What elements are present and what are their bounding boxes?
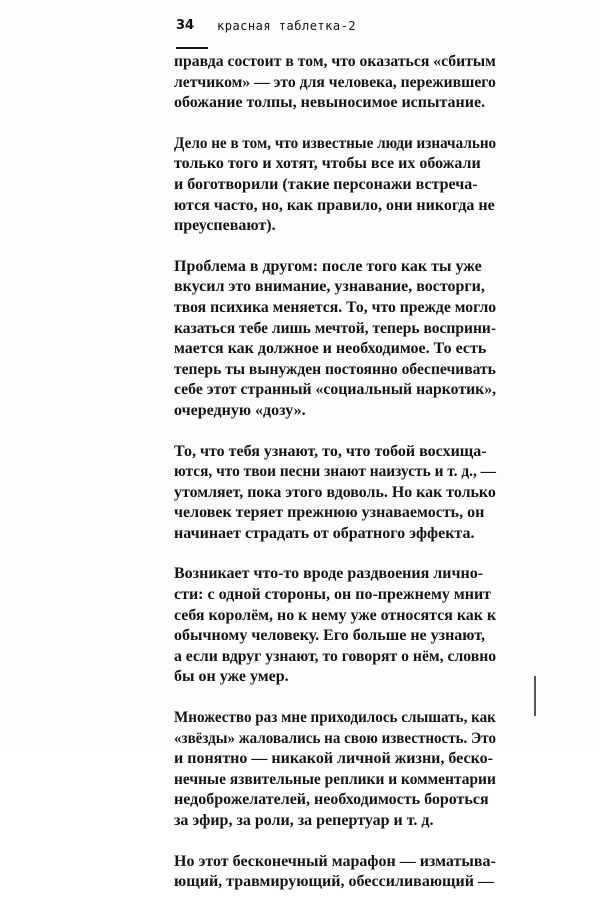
text-line: себя королём, но к нему уже относятся как к [174, 606, 497, 624]
page-header [176, 18, 506, 48]
margin-mark [534, 676, 536, 716]
text-line: правда состоит в том, что оказаться «сбитым [174, 53, 496, 70]
text-line: ющий, травмирующий, обессиливающий — [174, 873, 494, 891]
text-line: вкусил это внимание, узнавание, восторги, [174, 278, 485, 296]
text-line: бы он уже умер. [174, 668, 289, 686]
text-line: утомляет, пока этого вдоволь. Но как только [174, 483, 496, 501]
text-line: Возникает что-то вроде раздвоения лично- [174, 565, 484, 583]
paragraph-4 [174, 442, 496, 545]
paragraph-1 [174, 52, 496, 114]
text-line: только того и хотят, чтобы все их обожали [174, 155, 481, 173]
text-line: летчиком» — это для человека, пережившего [174, 73, 496, 91]
paragraph-5 [174, 564, 496, 688]
text-line: ются, что твои песни знают наизусть и т. д., — [174, 463, 497, 481]
text-line: «звёзды» жаловались на свою известность. Это [174, 729, 496, 747]
running-title: красная таблетка-2 [217, 19, 357, 33]
text-line: Дело не в том, что известные люди изначально [174, 134, 497, 152]
paragraph-2 [174, 134, 496, 237]
text-line: ются часто, но, как правило, они никогда не [174, 196, 495, 214]
text-line: за эфир, за роли, за репертуар и т. д. [174, 812, 434, 829]
text-line: и боготворили (такие персонажи встреча- [174, 175, 478, 193]
text-line: казаться тебе лишь мечтой, теперь восприни- [174, 319, 496, 337]
text-line: человек теряет прежнюю узнаваемость, он [174, 504, 485, 522]
text-line: а если вдруг узнают, то говорят о нём, словно [174, 647, 497, 665]
text-line: сти: с одной стороны, он по-прежнему мнит [174, 586, 492, 604]
body-text [174, 52, 496, 913]
text-line: мается как должное и необходимое. То есть [174, 340, 487, 358]
paragraph-7 [174, 852, 496, 893]
text-line: Множество раз мне приходилось слышать, как [174, 709, 496, 727]
header-rule [176, 47, 208, 49]
page-number: 34 [176, 18, 195, 33]
text-line: недоброжелателей, необходимость бороться [174, 791, 489, 809]
text-line: теперь ты вынужден постоянно обеспечивать [174, 360, 496, 378]
text-line: Но этот бесконечный марафон — изматыва- [174, 852, 496, 870]
text-line: твоя психика меняется. То, что прежде могло [174, 298, 497, 316]
text-line: преуспевают). [174, 217, 276, 235]
text-line: очередную «дозу». [174, 401, 306, 419]
text-line: обычному человеку. Его больше не узнают, [174, 627, 485, 645]
paragraph-6 [174, 708, 496, 832]
text-line: начинает страдать от обратного эффекта. [174, 524, 475, 542]
text-line: Проблема в другом: после того как ты уже [174, 257, 482, 275]
paragraph-3 [174, 257, 496, 422]
text-line: себе этот странный «социальный наркотик», [174, 381, 497, 399]
text-line: нечные язвительные реплики и комментарии [174, 770, 496, 788]
text-line: обожание толпы, невыносимое испытание. [174, 94, 486, 112]
text-line: То, что тебя узнают, то, что тобой восхища- [174, 442, 487, 460]
text-line: и понятно — никакой личной жизни, беско- [174, 750, 493, 768]
